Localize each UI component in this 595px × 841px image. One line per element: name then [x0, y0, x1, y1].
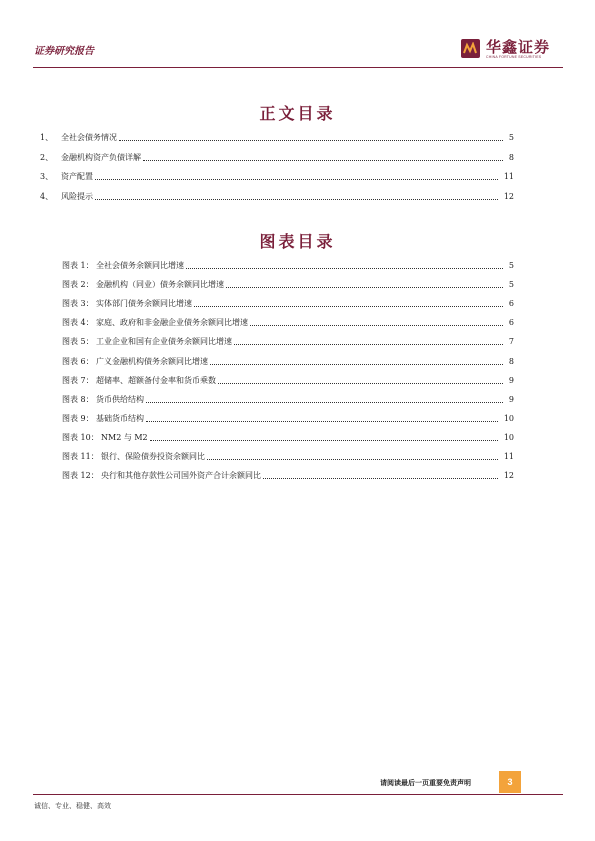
chart-toc-row[interactable] [62, 413, 514, 425]
chart-toc-title: 广义金融机构债务余额同比增速 [96, 356, 208, 366]
chart-toc-page-number: 8 [508, 356, 514, 366]
chart-toc-leader-dots [146, 402, 503, 403]
chart-toc-title: 超储率、超额备付金率和货币乘数 [96, 375, 216, 385]
chart-toc-page-number: 11 [503, 452, 514, 461]
chart-toc-page-number: 10 [503, 413, 514, 423]
footer-divider [33, 794, 563, 795]
main-toc-title: 正文目录 [259, 104, 336, 123]
chart-toc-number: 图表 4： [62, 318, 94, 328]
chart-toc-title: 基础货币结构 [96, 413, 144, 423]
chart-toc-number: 图表 7： [62, 375, 94, 385]
chart-toc-title: 家庭、政府和非金融企业债务余额同比增速 [96, 318, 248, 328]
main-toc-title: 风险提示 [61, 191, 93, 201]
chart-toc-number: 图表 1： [62, 261, 94, 270]
chart-toc-leader-dots [207, 459, 498, 460]
chart-toc-row[interactable] [62, 356, 514, 368]
chart-toc-row[interactable] [62, 470, 514, 482]
main-toc-number: 3、 [40, 172, 54, 182]
chart-toc-page-number: 12 [503, 471, 514, 481]
chart-toc-row[interactable] [62, 298, 514, 310]
chart-toc-title: 工业企业和国有企业债务余额同比增速 [96, 337, 232, 347]
main-toc-leader-dots [119, 140, 503, 141]
chart-toc-number: 图表 8： [62, 394, 94, 404]
chart-toc-title: 全社会债务余额同比增速 [96, 261, 184, 270]
chart-toc-leader-dots [218, 383, 503, 384]
chart-toc-page-number: 5 [508, 280, 514, 290]
main-toc-row[interactable] [40, 171, 514, 183]
chart-toc-leader-dots [226, 287, 503, 288]
chart-toc-title: 银行、保险债券投资余额同比 [101, 452, 205, 461]
brand-logo [461, 36, 561, 64]
chart-toc-row[interactable] [62, 432, 514, 444]
main-toc-leader-dots [143, 160, 503, 161]
chart-toc-number: 图表 9： [62, 413, 94, 423]
chart-toc-page-number: 9 [508, 394, 514, 404]
page-number-badge: 3 [499, 771, 521, 793]
chart-toc-number: 图表 11： [62, 452, 99, 461]
chart-toc-row[interactable] [62, 317, 514, 329]
main-toc-title: 资产配置 [61, 172, 93, 182]
chart-toc-number: 图表 12： [62, 471, 99, 481]
main-toc-page-number: 12 [503, 191, 514, 201]
chart-toc-page-number: 7 [508, 337, 514, 347]
main-toc-leader-dots [95, 179, 498, 180]
chart-toc-number: 图表 6： [62, 356, 94, 366]
chart-toc-page-number: 10 [503, 432, 514, 442]
main-toc-title: 金融机构资产负债详解 [61, 152, 141, 162]
chart-toc-number: 图表 10： [62, 432, 99, 442]
chart-toc-title: NM2 与 M2 [101, 432, 148, 442]
disclaimer-note: 请阅读最后一页重要免责声明 [380, 778, 471, 787]
chart-toc-number: 图表 3： [62, 299, 94, 309]
main-toc-number: 2、 [40, 152, 54, 162]
chart-toc-page-number: 6 [508, 318, 514, 328]
chart-toc-title: 图表目录 [259, 232, 336, 251]
chart-toc-title: 实体部门债务余额同比增速 [96, 299, 192, 309]
main-toc-title: 全社会债务情况 [61, 133, 117, 142]
chart-toc-title: 货币供给结构 [96, 394, 144, 404]
main-toc-row[interactable] [40, 152, 514, 164]
chart-toc-row[interactable] [62, 336, 514, 348]
chart-toc-number: 图表 5： [62, 337, 94, 347]
brand-subtitle: CHINA FORTUNE SECURITIES [486, 55, 542, 59]
main-toc-page-number: 5 [508, 133, 514, 142]
main-toc-row[interactable] [40, 132, 514, 144]
main-toc-row[interactable] [40, 191, 514, 203]
chart-toc-leader-dots [194, 306, 503, 307]
report-type-label: 证券研究报告 [34, 46, 94, 57]
main-toc-number: 4、 [40, 191, 54, 201]
brand-mark-icon [461, 39, 480, 58]
chart-toc-page-number: 9 [508, 375, 514, 385]
chart-toc-leader-dots [146, 421, 498, 422]
chart-toc-row[interactable] [62, 394, 514, 406]
footer-motto: 诚信、专业、稳健、高效 [34, 802, 111, 810]
brand-name: 华鑫证券 [486, 38, 551, 56]
chart-toc-leader-dots [186, 268, 503, 269]
chart-toc-leader-dots [210, 364, 503, 365]
chart-toc-leader-dots [234, 344, 503, 345]
chart-toc-page-number: 6 [508, 299, 514, 309]
chart-toc-title: 央行和其他存款性公司国外资产合计余额同比 [101, 471, 261, 481]
main-toc-page-number: 8 [508, 152, 514, 162]
main-toc-page-number: 11 [503, 172, 514, 182]
chart-toc-row[interactable] [62, 375, 514, 387]
chart-toc-leader-dots [250, 325, 503, 326]
chart-toc-leader-dots [263, 478, 498, 479]
chart-toc-row[interactable] [62, 260, 514, 272]
main-toc-leader-dots [95, 199, 498, 200]
header-divider [33, 67, 563, 68]
main-toc-number: 1、 [40, 133, 54, 142]
chart-toc-row[interactable] [62, 451, 514, 463]
chart-toc-leader-dots [150, 440, 498, 441]
chart-toc-number: 图表 2： [62, 280, 94, 290]
chart-toc-page-number: 5 [508, 261, 514, 270]
chart-toc-title: 金融机构（同业）债务余额同比增速 [96, 280, 224, 290]
chart-toc-row[interactable] [62, 279, 514, 291]
